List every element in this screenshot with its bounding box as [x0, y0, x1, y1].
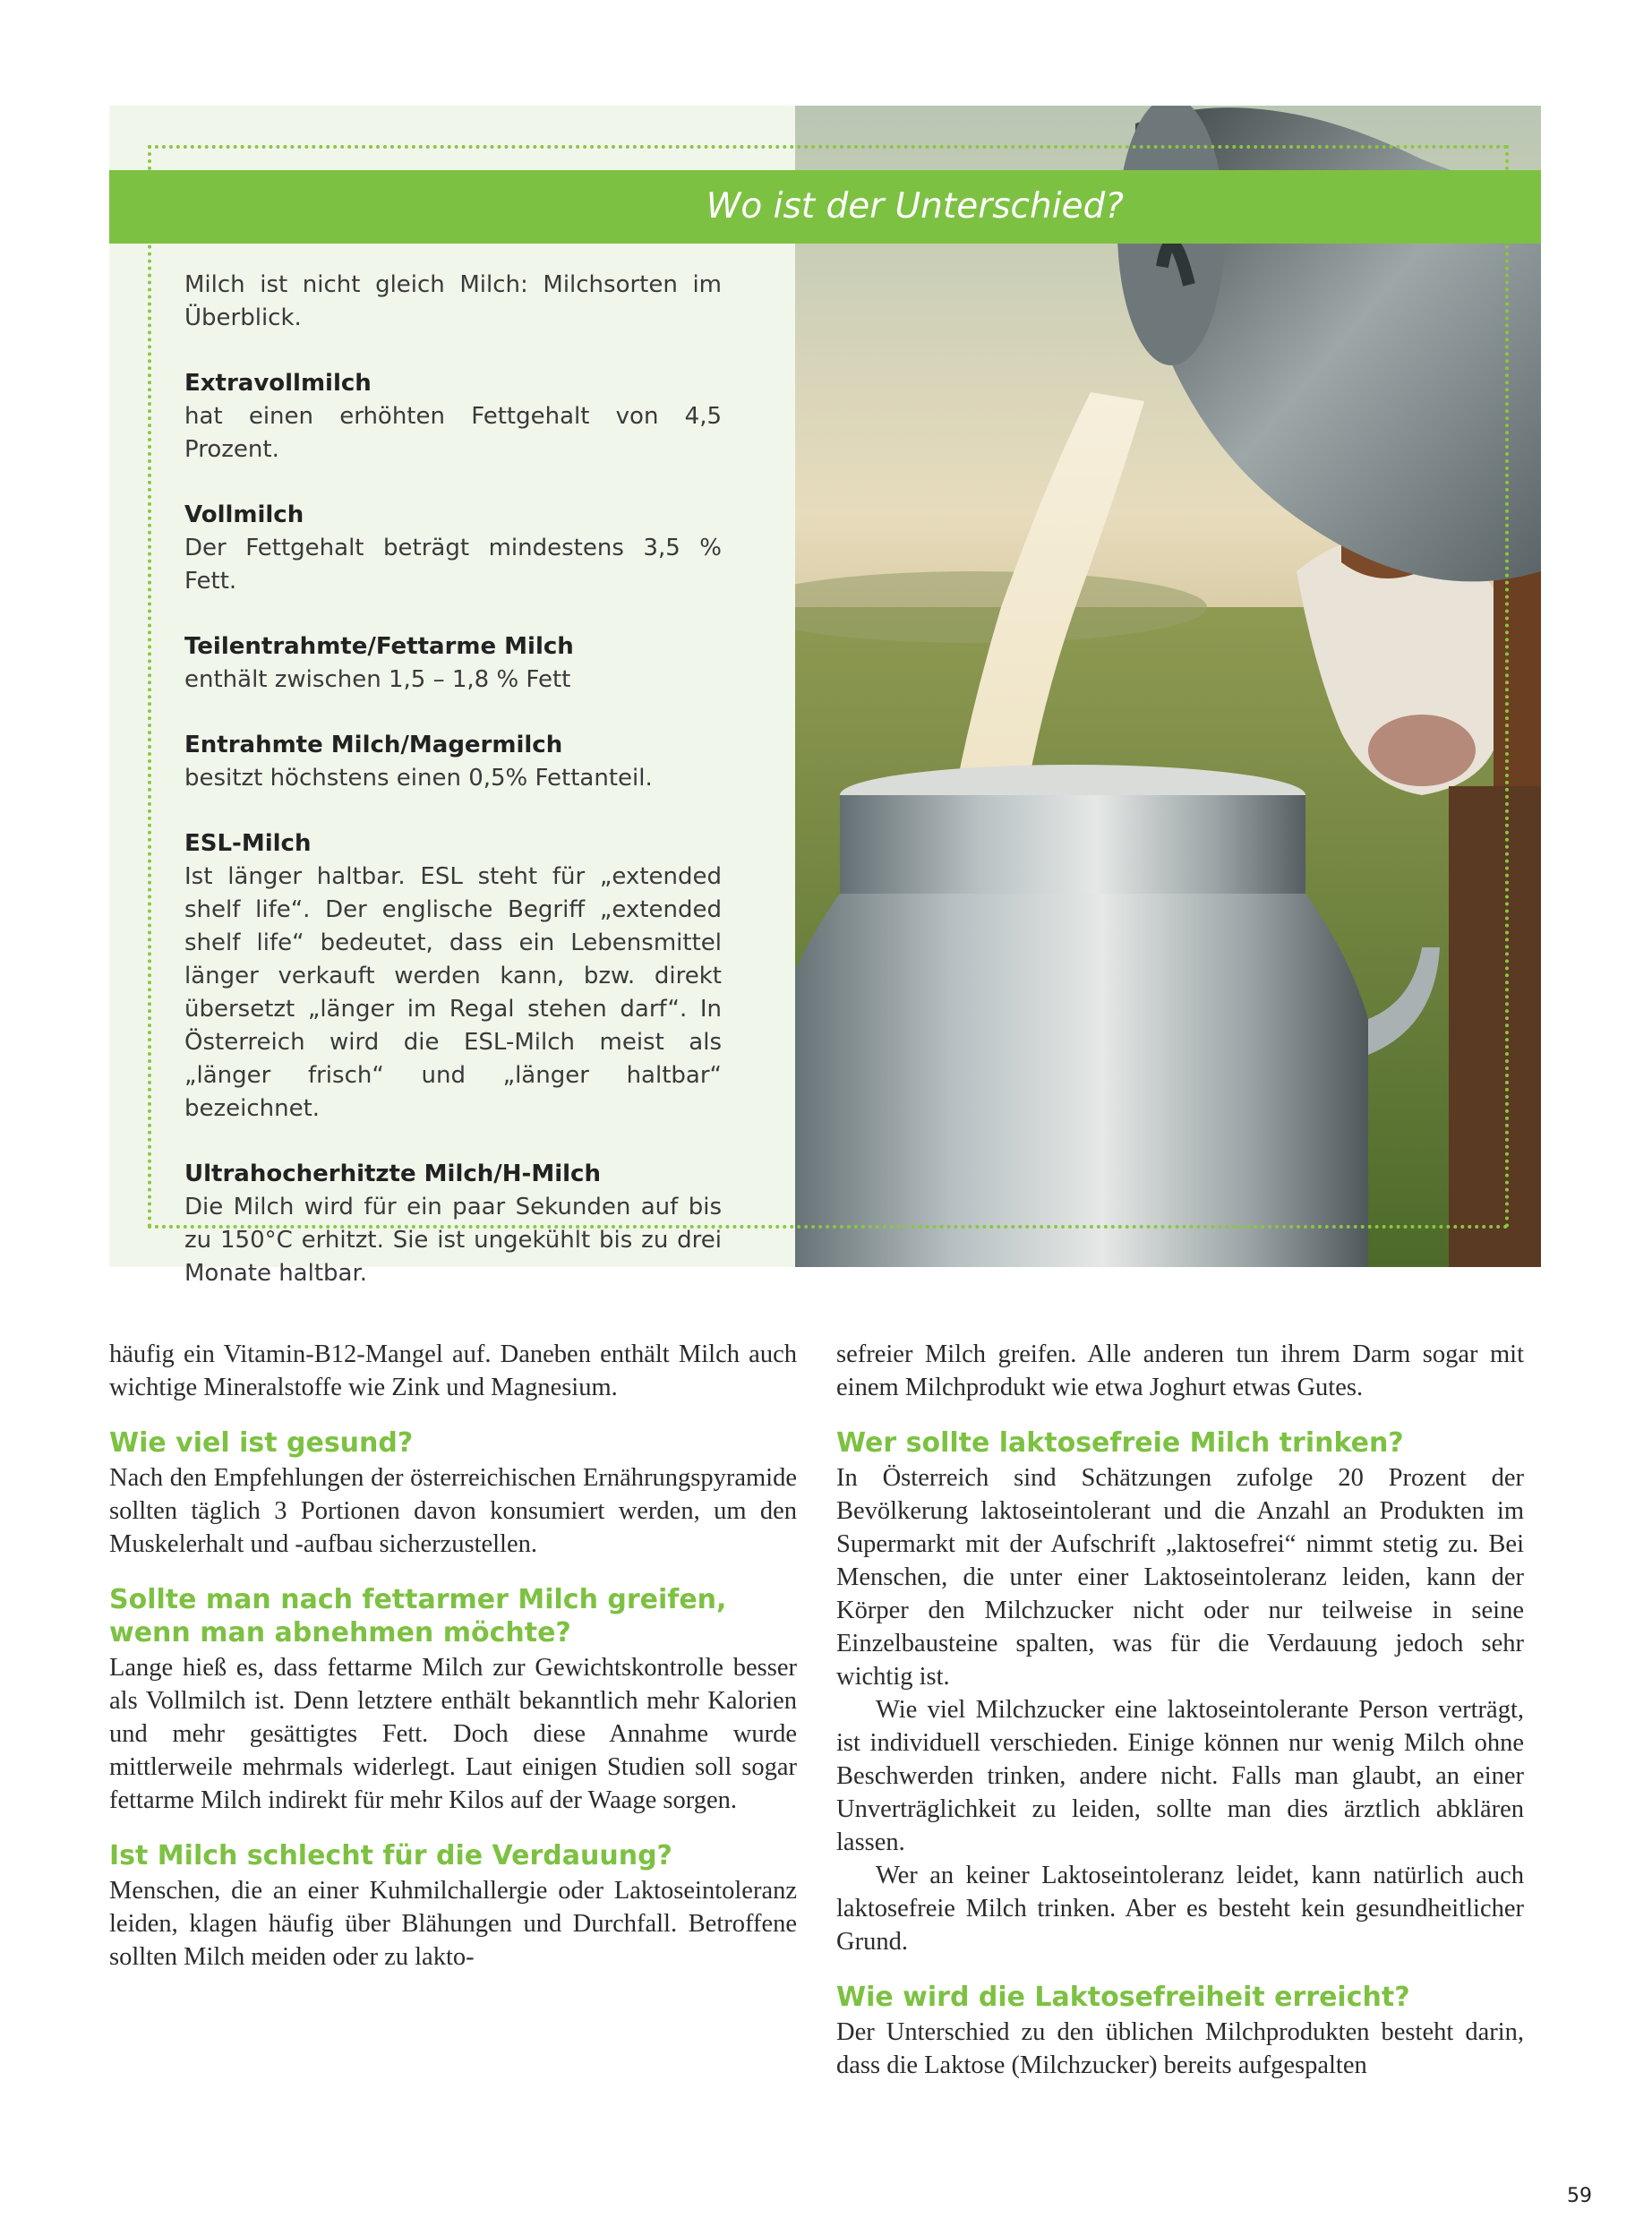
term: Entrahmte Milch/Magermilch — [184, 732, 563, 758]
description: Die Milch wird für ein paar Sekunden auf bis zu 150°C erhitzt. Sie ist ungekühlt bis zu drei Monate haltbar. — [184, 1194, 722, 1287]
term: Extravollmilch — [184, 370, 372, 397]
box-title: Wo ist der Unterschied? — [706, 186, 1124, 227]
description: Ist länger haltbar. ESL steht für „extended shelf life“. Der englische Begriff „extended shelf life“ bedeutet, dass ein Lebensmittel länger verkauft werden kann, bzw. direkt übersetzt „länger im Regal stehen darf“. In Österreich wird die ESL-Milch meist als „länger frisch“ und „länger haltbar“ bezeichnet. — [184, 863, 722, 1122]
section-heading: Wie viel ist gesund? — [109, 1427, 414, 1459]
paragraph: Lange hieß es, dass fettarme Milch zur Gewichtskontrolle besser als Vollmilch ist. Denn letztere enthält bekanntlich mehr Kalorien und mehr gesättigtes Fett. Doch diese Annahme wurde mittlerweile mehrmals widerlegt. Laut einigen Studien soll sogar fettarme Milch indirekt für mehr Kilos auf der Waage sorgen. — [109, 1654, 797, 1814]
list-item — [184, 499, 722, 598]
list-item — [184, 1158, 722, 1290]
description: Der Fettgehalt beträgt mindestens 3,5 % Fett. — [184, 535, 722, 595]
description: besitzt höchstens einen 0,5% Fettanteil. — [184, 765, 653, 792]
paragraph: Nach den Empfehlungen der österreichischen Ernährungspyramide sollten täglich 3 Portionen davon konsumiert werden, um den Muskelerhalt und -aufbau sicherzustellen. — [109, 1464, 797, 1558]
list-item — [184, 630, 722, 697]
section-heading: Wie wird die Laktosefreiheit erreicht? — [836, 1982, 1410, 2013]
left-column — [109, 1338, 797, 1974]
term: Vollmilch — [184, 501, 304, 528]
description: enthält zwischen 1,5 – 1,8 % Fett — [184, 666, 571, 693]
paragraph: Wie viel Milchzucker eine laktoseintolerante Person verträgt, ist individuell verschieden. Einige können nur wenig Milch ohne Beschwerden trinken, andere nicht. Falls man glaubt, an einer Unverträglichkeit zu leiden, sollte man dies ärztlich abklären lassen. — [836, 1696, 1524, 1856]
section-heading: Sollte man nach fettarmer Milch greifen, wenn man abnehmen möchte? — [109, 1584, 727, 1649]
right-column — [836, 1338, 1524, 2082]
section-heading: Wer sollte laktosefreie Milch trinken? — [836, 1427, 1404, 1459]
page-number: 59 — [1567, 2185, 1592, 2207]
box-intro: Milch ist nicht gleich Milch: Milchsorten im Überblick. — [184, 271, 722, 331]
paragraph: Wer an keiner Laktoseintoleranz leidet, kann natürlich auch laktosefreie Milch trinken. Aber es besteht kein gesundheitlicher Grund. — [836, 1862, 1524, 1956]
paragraph: In Österreich sind Schätzungen zufolge 20 Prozent der Bevölkerung laktoseintolerant und die Anzahl an Produkten im Supermarkt mit der Aufschrift „laktosefrei“ nimmt stetig zu. Bei Menschen, die unter einer Laktoseintoleranz leiden, kann der Körper den Milchzucker nicht oder nur teilweise in seine Einzelbausteine spalten, was für die Verdauung jedoch sehr wichtig ist. — [836, 1464, 1524, 1691]
term: Ultrahocherhitzte Milch/H-Milch — [184, 1160, 601, 1187]
term: ESL-Milch — [184, 830, 312, 857]
list-item — [184, 367, 722, 467]
paragraph: sefreier Milch greifen. Alle anderen tun ihrem Darm sogar mit einem Milchprodukt wie etwa Joghurt etwas Gutes. — [836, 1340, 1524, 1401]
term: Teilentrahmte/Fettarme Milch — [184, 633, 574, 660]
milk-types-list — [184, 269, 722, 1323]
paragraph: Der Unterschied zu den üblichen Milchprodukten besteht darin, dass die Laktose (Milchzucker) bereits aufgespalten — [836, 2018, 1524, 2079]
list-item — [184, 827, 722, 1126]
paragraph: Menschen, die an einer Kuhmilchallergie oder Laktoseintoleranz leiden, klagen häufig über Blähungen und Durchfall. Betroffene sollten Milch meiden oder zu lakto- — [109, 1877, 797, 1971]
list-item — [184, 729, 722, 795]
paragraph: häufig ein Vitamin-B12-Mangel auf. Daneben enthält Milch auch wichtige Mineralstoffe wie Zink und Magnesium. — [109, 1340, 797, 1401]
description: hat einen erhöhten Fettgehalt von 4,5 Prozent. — [184, 403, 722, 463]
section-heading: Ist Milch schlecht für die Verdauung? — [109, 1840, 672, 1871]
